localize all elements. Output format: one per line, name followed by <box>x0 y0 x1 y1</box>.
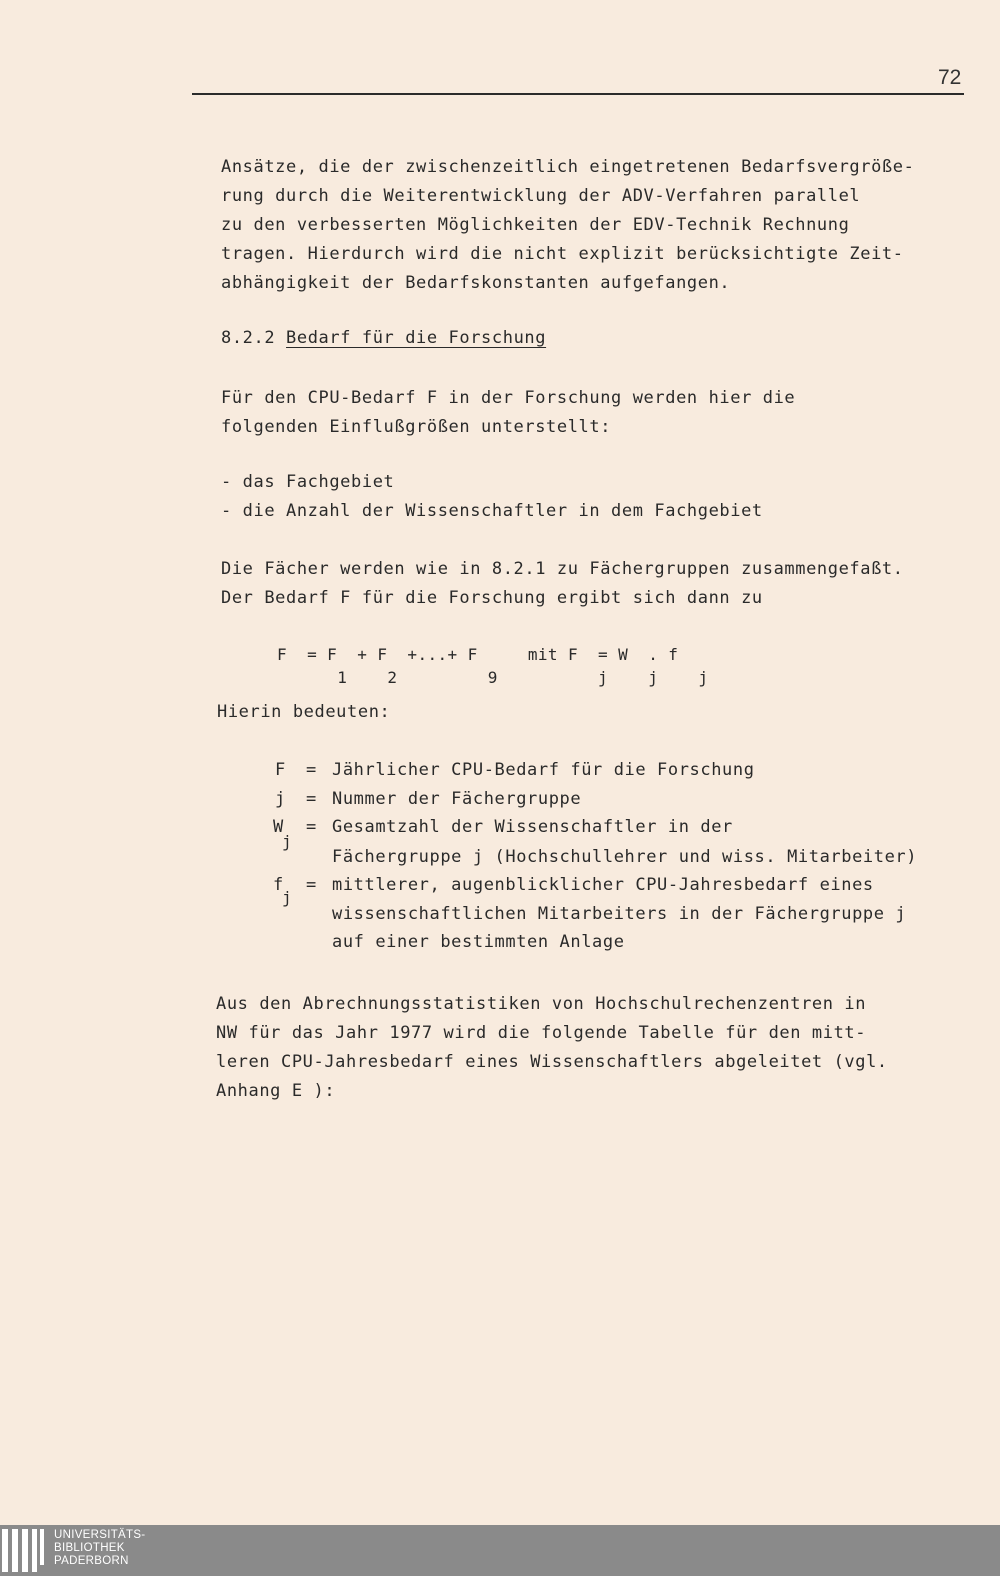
def-text: Gesamtzahl der Wissenschaftler in der <box>332 817 733 837</box>
text-line: abhängigkeit der Bedarfskonstanten aufgefangen. <box>221 273 731 293</box>
text-line: Für den CPU-Bedarf F in der Forschung werden hier die <box>221 388 796 408</box>
closing-paragraph <box>216 990 888 1106</box>
def-symbol: F <box>275 760 286 780</box>
library-line: BIBLIOTHEK <box>54 1542 125 1554</box>
def-equals: = <box>306 760 317 780</box>
def-symbol: j <box>275 789 286 809</box>
library-line: UNIVERSITÄTS- <box>54 1529 146 1541</box>
formula: F = F + F +...+ F mit F = W . f <box>277 645 679 664</box>
def-text: wissenschaftlichen Mitarbeiters in der Fächergruppe j <box>332 904 907 924</box>
def-symbol: f <box>273 875 284 895</box>
def-text: auf einer bestimmten Anlage <box>332 932 625 952</box>
faecher-paragraph <box>221 555 904 613</box>
bullet-list <box>221 468 763 526</box>
text-line: rung durch die Weiterentwicklung der ADV-Verfahren parallel <box>221 186 861 206</box>
text-line: folgenden Einflußgrößen unterstellt: <box>221 417 612 437</box>
text-line: NW für das Jahr 1977 wird die folgende Tabelle für den mitt- <box>216 1023 867 1043</box>
cpu-paragraph <box>221 384 795 442</box>
text-line: Aus den Abrechnungsstatistiken von Hochschulrechenzentren in <box>216 994 867 1014</box>
section-heading <box>221 328 546 348</box>
def-equals: = <box>306 817 317 837</box>
text-line: Die Fächer werden wie in 8.2.1 zu Fächergruppen zusammengefaßt. <box>221 559 904 579</box>
def-symbol: W <box>273 817 284 837</box>
def-text: mittlerer, augenblicklicher CPU-Jahresbedarf eines <box>332 875 874 895</box>
def-equals: = <box>306 875 317 895</box>
def-text: Nummer der Fächergruppe <box>332 789 582 809</box>
library-line: PADERBORN <box>54 1555 129 1567</box>
text-line: Der Bedarf F für die Forschung ergibt sich dann zu <box>221 588 763 608</box>
list-item: - das Fachgebiet <box>221 472 395 492</box>
def-text: Fächergruppe j (Hochschullehrer und wiss. Mitarbeiter) <box>332 847 918 867</box>
def-subscript: j <box>282 888 292 907</box>
header-rule <box>192 93 964 95</box>
list-item: - die Anzahl der Wissenschaftler in dem Fachgebiet <box>221 501 763 521</box>
def-text: Jährlicher CPU-Bedarf für die Forschung <box>332 760 755 780</box>
text-line: Ansätze, die der zwischenzeitlich eingetretenen Bedarfsvergröße- <box>221 157 915 177</box>
text-line: Anhang E ): <box>216 1081 336 1101</box>
section-title: Bedarf für die Forschung <box>286 328 547 348</box>
formula-subscripts: 1 2 9 j j j <box>277 668 709 687</box>
hierin-label: Hierin bedeuten: <box>217 702 391 722</box>
def-subscript: j <box>282 832 292 851</box>
library-footer <box>0 1525 1000 1576</box>
text-line: tragen. Hierdurch wird die nicht explizit berücksichtigte Zeit- <box>221 244 904 264</box>
library-name <box>54 1529 145 1568</box>
def-equals: = <box>306 789 317 809</box>
library-logo-icon <box>2 1529 48 1572</box>
text-line: leren CPU-Jahresbedarf eines Wissenschaftlers abgeleitet (vgl. <box>216 1052 888 1072</box>
intro-paragraph <box>221 153 914 298</box>
section-number: 8.2.2 <box>221 328 276 348</box>
page-number: 72 <box>938 66 962 89</box>
text-line: zu den verbesserten Möglichkeiten der EDV-Technik Rechnung <box>221 215 850 235</box>
